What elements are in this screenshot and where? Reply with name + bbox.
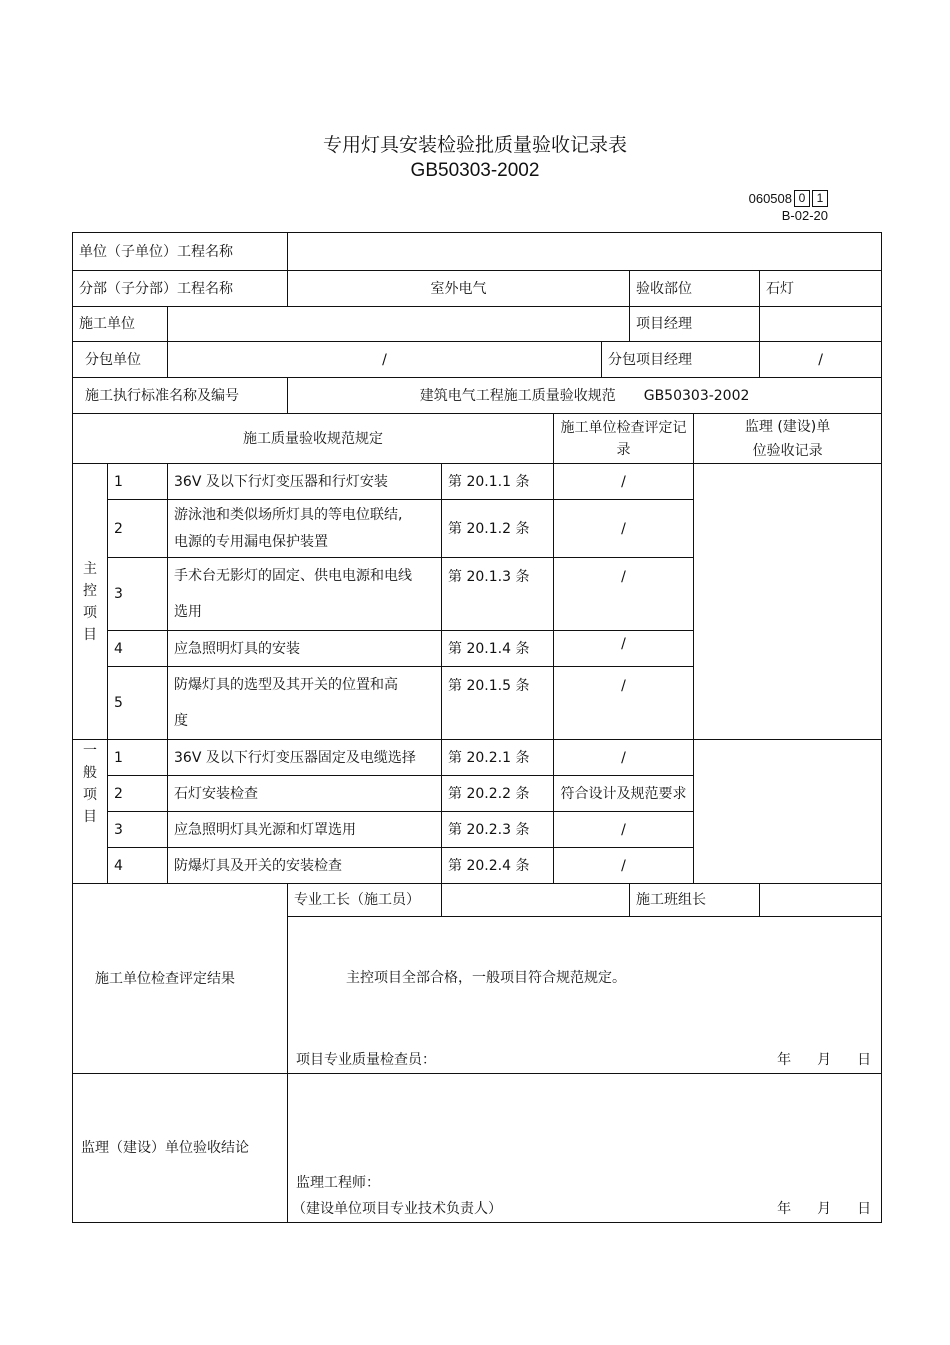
division-name-label: 分部（子分部）工程名称 (73, 271, 288, 307)
item-clause: 第 20.1.2 条 (442, 500, 554, 558)
supervision-header-line1: 监理 (建设)单 (744, 418, 831, 435)
item-text: 防爆灯具及开关的安装检查 (168, 848, 442, 884)
supervision-date: 年 月 日 (777, 1201, 872, 1217)
contractor-result-label: 施工单位检查评定结果 (73, 884, 288, 1074)
subcontractor-value: / (168, 342, 602, 378)
inspection-form-table (72, 232, 882, 1223)
foreman-label: 专业工长（施工员） (288, 884, 442, 917)
item-clause: 第 20.1.1 条 (442, 464, 554, 500)
item-record: / (554, 631, 694, 667)
item-number: 3 (108, 558, 168, 631)
inspection-part-label: 验收部位 (630, 271, 760, 307)
inspector-date: 年 月 日 (777, 1052, 872, 1068)
item-record: / (554, 740, 694, 776)
item-clause: 第 20.2.4 条 (442, 848, 554, 884)
item-text: 应急照明灯具的安装 (168, 631, 442, 667)
item-clause: 第 20.1.4 条 (442, 631, 554, 667)
check-record-header: 施工单位检查评定记录 (554, 414, 694, 464)
contractor-label: 施工单位 (73, 307, 168, 342)
item-number: 2 (108, 500, 168, 558)
item-record: / (554, 464, 694, 500)
supervision-signature-row (292, 1198, 871, 1220)
sub-project-manager-label: 分包项目经理 (602, 342, 760, 378)
inspector-signature-row (296, 1049, 871, 1071)
team-leader-value (760, 884, 882, 917)
form-title: 专用灯具安装检验批质量验收记录表 (322, 134, 627, 156)
general-items-label: 一 般 项 目 (73, 740, 108, 884)
unit-name-label: 单位（子单位）工程名称 (73, 233, 288, 271)
project-manager-value (760, 307, 882, 342)
item-clause: 第 20.2.3 条 (442, 812, 554, 848)
item-record: / (554, 500, 694, 558)
table-row (73, 464, 882, 500)
item-number: 2 (108, 776, 168, 812)
item-record: / (554, 848, 694, 884)
inspection-part-value: 石灯 (760, 271, 882, 307)
item-text: 36V 及以下行灯变压器和行灯安装 (168, 464, 442, 500)
sub-project-manager-value: / (760, 342, 882, 378)
supervision-conclusion-cell (288, 1074, 882, 1223)
item-text: 手术台无影灯的固定、供电电源和电线 选用 (168, 558, 442, 631)
division-name-value: 室外电气 (288, 271, 630, 307)
item-number: 4 (108, 631, 168, 667)
spec-header: 施工质量验收规范规定 (73, 414, 554, 464)
project-manager-label: 项目经理 (630, 307, 760, 342)
standard-code: GB50303-2002 (410, 160, 540, 181)
item-number: 1 (108, 740, 168, 776)
standard-value: 建筑电气工程施工质量验收规范 GB50303-2002 (288, 378, 882, 414)
item-number: 3 (108, 812, 168, 848)
item-number: 5 (108, 667, 168, 740)
item-text: 36V 及以下行灯变压器固定及电缆选择 (168, 740, 442, 776)
supervision-header-line2: 位验收记录 (752, 442, 823, 459)
item-clause: 第 20.1.5 条 (442, 667, 554, 740)
form-number: B-02-20 (781, 208, 828, 223)
item-number: 1 (108, 464, 168, 500)
item-text: 石灯安装检查 (168, 776, 442, 812)
item-record: / (554, 812, 694, 848)
item-text: 防爆灯具的选型及其开关的位置和高 度 (168, 667, 442, 740)
form-code (749, 190, 828, 207)
item-clause: 第 20.2.2 条 (442, 776, 554, 812)
item-number: 4 (108, 848, 168, 884)
contractor-value (168, 307, 630, 342)
item-record: 符合设计及规范要求 (554, 776, 694, 812)
item-clause: 第 20.1.3 条 (442, 558, 554, 631)
item-clause: 第 20.2.1 条 (442, 740, 554, 776)
item-record: / (554, 667, 694, 740)
conclusion-text: 主控项目全部合格，一般项目符合规范规定。 (346, 970, 627, 986)
item-record: / (554, 558, 694, 631)
general-supervision-cell (694, 740, 882, 884)
code-box-2: 1 (812, 190, 828, 207)
item-text: 游泳池和类似场所灯具的等电位联结, 电源的专用漏电保护装置 (168, 500, 442, 558)
inspector-label: 项目专业质量检查员： (296, 1052, 437, 1068)
subcontractor-label: 分包单位 (73, 342, 168, 378)
code-box-1: 0 (794, 190, 810, 207)
owner-technical-lead-label: （建设单位项目专业技术负责人） (292, 1201, 503, 1217)
supervision-engineer-label: 监理工程师： (296, 1175, 381, 1191)
table-row (73, 740, 882, 776)
team-leader-label: 施工班组长 (630, 884, 760, 917)
main-supervision-cell (694, 464, 882, 740)
supervision-record-header (694, 414, 882, 464)
unit-name-value (288, 233, 882, 271)
code-prefix: 060508 (748, 191, 792, 206)
standard-label: 施工执行标准名称及编号 (73, 378, 288, 414)
foreman-value (442, 884, 630, 917)
contractor-result-cell (288, 917, 882, 1074)
item-text: 应急照明灯具光源和灯罩选用 (168, 812, 442, 848)
supervision-conclusion-label: 监理（建设）单位验收结论 (73, 1074, 288, 1223)
main-items-label: 主 控 项 目 (73, 464, 108, 740)
